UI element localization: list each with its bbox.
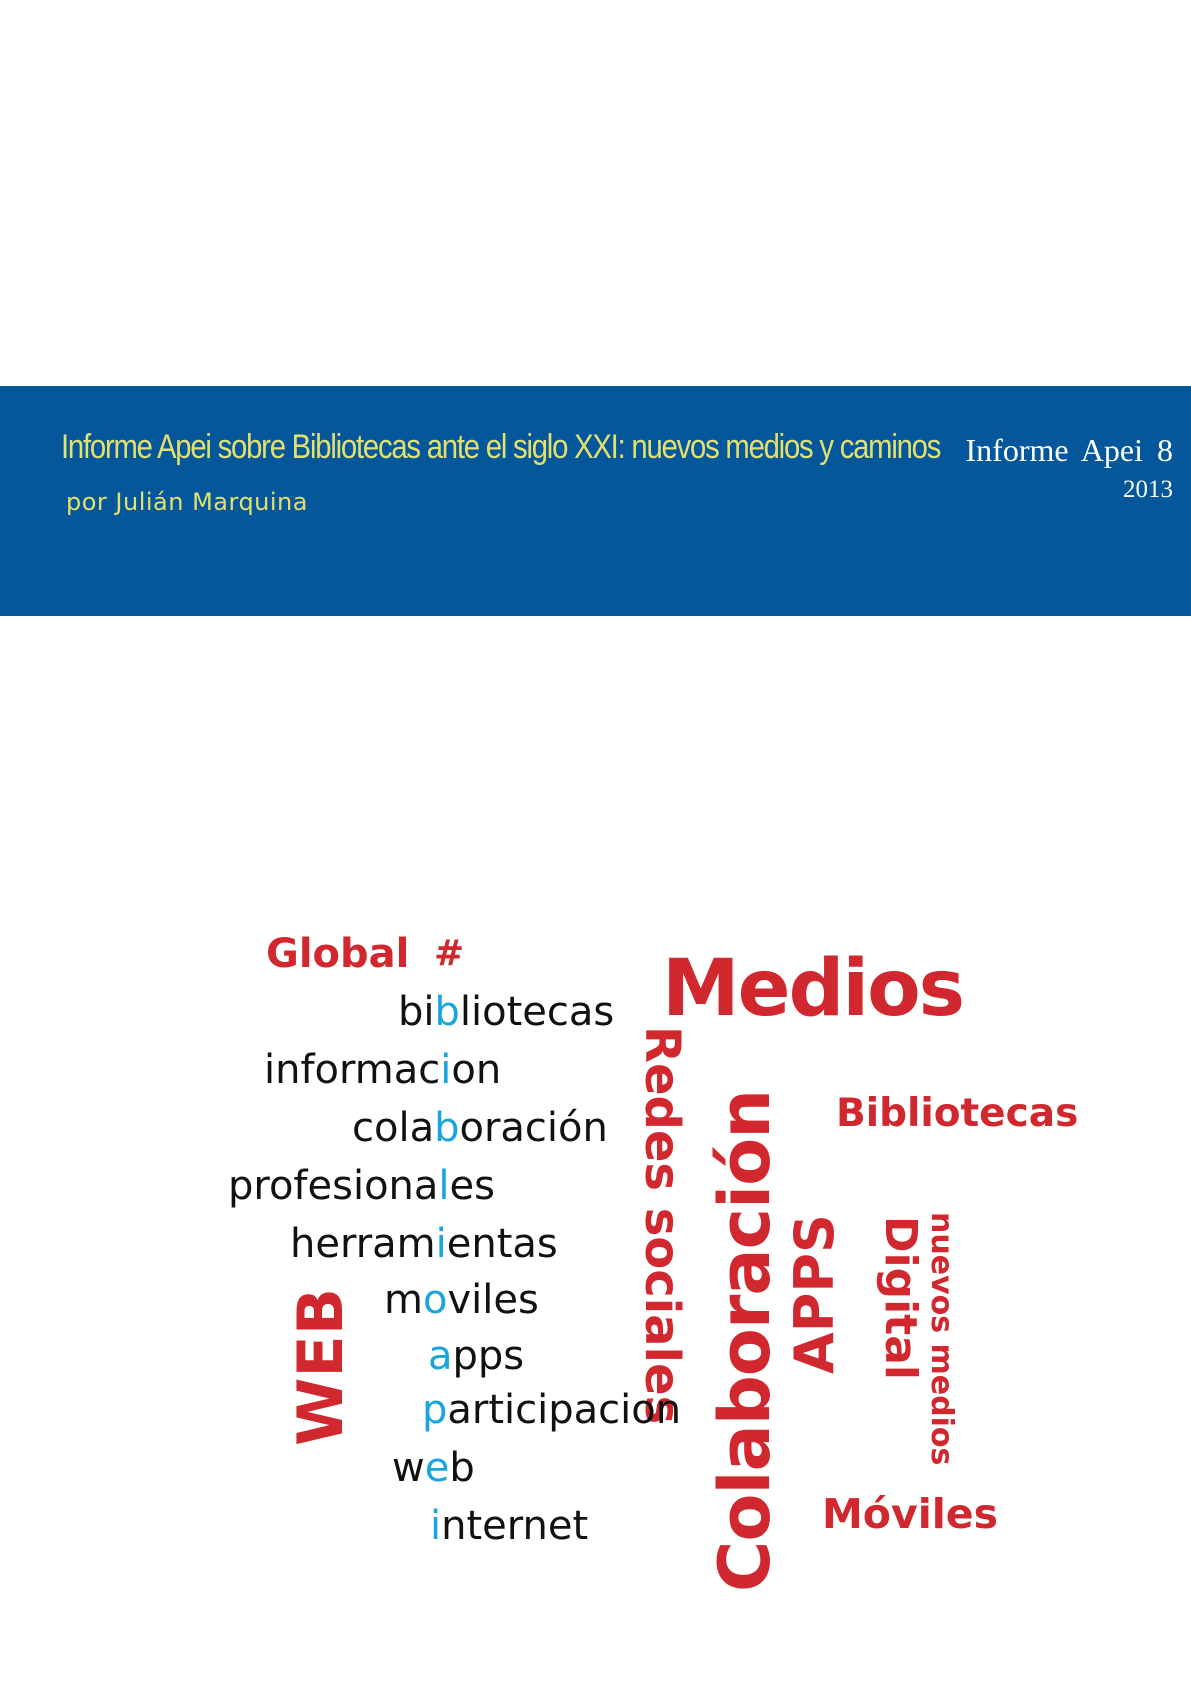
acrostic-word: moviles <box>384 1277 539 1323</box>
acrostic-word: profesionales <box>228 1163 495 1209</box>
acrostic-word: informacion <box>264 1047 502 1093</box>
acrostic-word: apps <box>428 1333 525 1379</box>
report-title: Informe Apei sobre Bibliotecas ante el siglo XXI: nuevos medios y caminos <box>61 428 941 466</box>
report-series: Informe Apei 8 <box>965 432 1173 468</box>
report-author: por Julián Marquina <box>66 488 308 516</box>
word-moviles: Móviles <box>822 1490 999 1538</box>
word-digital: Digital <box>875 1216 926 1380</box>
acrostic-word: bibliotecas <box>398 989 615 1035</box>
acrostic-word: participacion <box>422 1387 682 1433</box>
acrostic-word: internet <box>430 1503 589 1549</box>
word-web: WEB <box>284 1288 357 1446</box>
acrostic-word: colaboración <box>352 1105 608 1151</box>
word-nuevos-medios: nuevos medios <box>924 1212 959 1466</box>
word-medios: Medios <box>662 944 964 1034</box>
word-colaboracion: Colaboración <box>704 1089 786 1592</box>
word-bibliotecas: Bibliotecas <box>836 1091 1079 1136</box>
word-apps: APPS <box>783 1214 846 1374</box>
word-hash: # <box>434 933 465 974</box>
word-global: Global <box>266 931 410 977</box>
acrostic-word: herramientas <box>290 1221 558 1267</box>
acrostic-word: web <box>392 1445 475 1491</box>
report-year: 2013 <box>1123 476 1173 503</box>
word-redes-sociales: Redes sociales <box>634 1026 690 1425</box>
